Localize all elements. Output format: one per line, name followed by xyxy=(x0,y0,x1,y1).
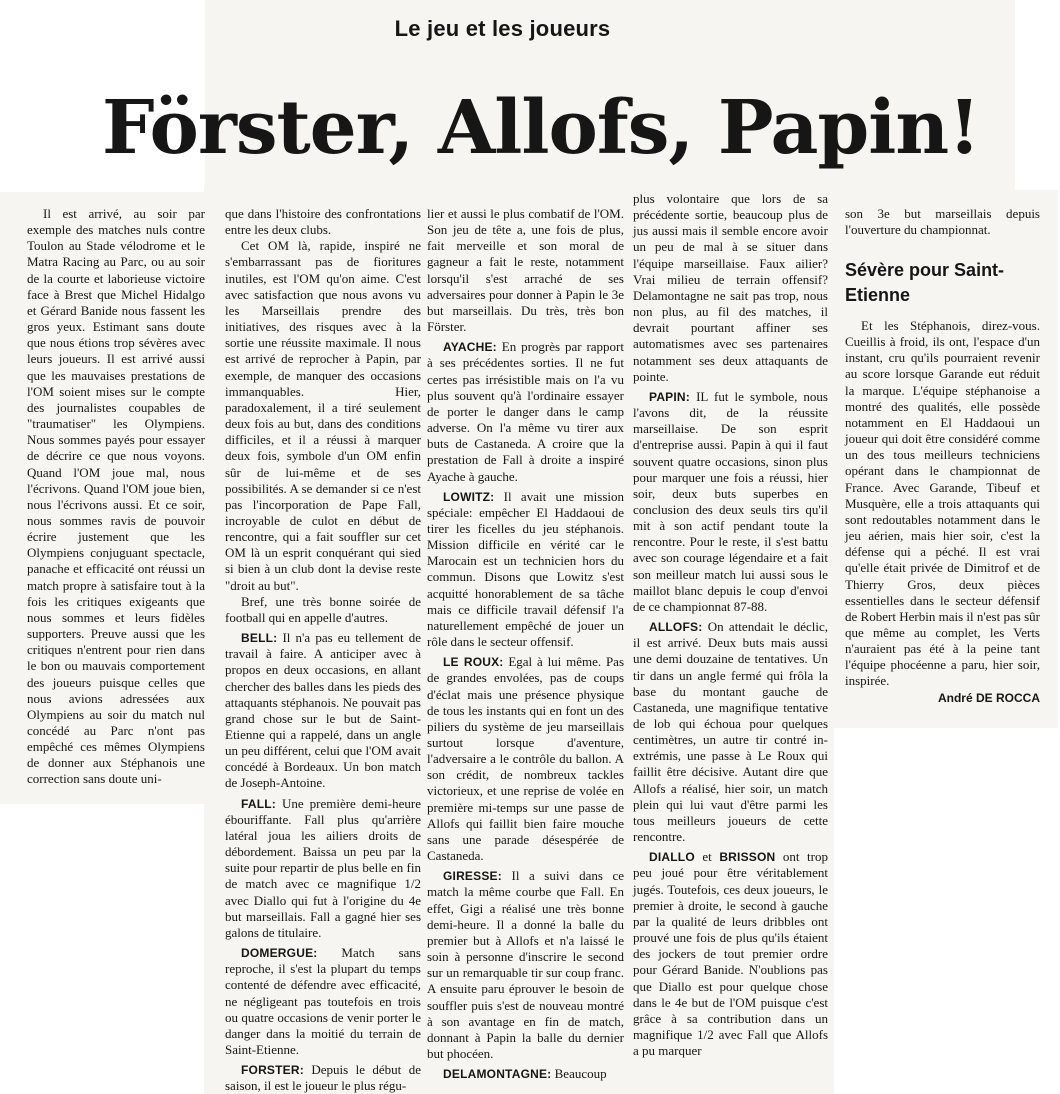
player-rating-ayache xyxy=(427,339,624,484)
paragraph: plus volontaire que lors de sa précédente sortie, beaucoup plus de jus aussi mais il semble encore avoir un peu de mal à se situer dans l'équipe marseillaise. Faux ailier? Vrai milieu de terrain offensif? Delamontagne ne sait pas trop, nous non plus, au fil des matches, il devrait pourtant affiner ses automatismes avec ses partenaires notamment ses deux attaquants de pointe. xyxy=(633,191,828,384)
player-name: LOWITZ: xyxy=(443,489,495,504)
player-comment: IL fut le symbole, nous l'avons dit, de la réussite marseillaise. De son esprit d'entreprise aussi. Papin à qui il faut souvent quatre occasions, sinon plus pour marquer une fois a réussi, hier soir, deux buts superbes en conclusion des deux seuls tirs qu'il mit à son actif pendant toute la rencontre. Pour le reste, il s'est battu avec son courage légendaire et a fait son meilleur match lui aussi sous le maillot blanc depuis le coup d'envoi de ce championnat 87-88. xyxy=(633,388,828,614)
paragraph: lier et aussi le plus combatif de l'OM. Son jeu de tête a, une fois de plus, fait merveille et son moral de gagneur a fait le reste, notamment lorsqu'il s'est arraché de ses adversaires pour donner à Papin le 3e but marseillais. Du très, très bon Förster. xyxy=(427,206,624,335)
player-comment: Depuis le début de saison, il est le joueur le plus régu- xyxy=(225,1062,421,1094)
conjunction: et xyxy=(694,849,720,865)
player-name: FORSTER: xyxy=(241,1063,304,1078)
player-comment: ont trop peu joué pour être véritablement jugés. Toutefois, ces deux joueurs, le premier à droite, le second à gauche par la qualité de leurs dribbles ont prouvé une fois de plus qu'ils étaient des jockers de tout premier ordre pour Gérard Banide. N'oublions pas que Diallo est pour quelque chose dans le 4e but de l'OM puisque c'est grâce à sa contribution dans un magnifique 1/2 avec Fall que Allofs a pu marquer xyxy=(633,849,828,1059)
player-comment: En progrès par rapport à ses précédentes sorties. Il ne fut certes pas irrésistible mais on l'a vu plus souvent qu'à l'ordinaire essayer de porter le danger dans le camp adverse. On l'a même vu tirer aux buts de Castaneda. A croire que la prestation de Fall à droite a inspiré Ayache à gauche. xyxy=(427,339,624,484)
player-name: DELAMONTAGNE: xyxy=(443,1067,552,1082)
player-rating-forster xyxy=(225,1062,421,1094)
section-subheading: Sévère pour Saint-Etienne xyxy=(845,260,1005,305)
paragraph: Bref, une très bonne soirée de football qui en appelle d'autres. xyxy=(225,593,421,625)
article-column-5-continued xyxy=(845,318,1040,706)
player-comment: Beaucoup xyxy=(551,1066,607,1082)
player-rating-delamontagne xyxy=(427,1066,624,1082)
article-column-1 xyxy=(27,206,205,788)
player-comment: Egal à lui même. Pas de grandes envolées, pas de coups d'éclat mais une présence physique de tous les instants qui en font un des piliers du système de jeu marseillais surtout lorsque d'aventure, l'adversaire a le contrôle du ballon. A son crédit, de nombreux tackles victorieux, et une reprise de volée en première mi-temps sur une passe de Allofs qui faillit bien faire mouche sans une parade désespérée de Castaneda. xyxy=(427,654,625,864)
player-comment: On attendait le déclic, il est arrivé. Deux buts mais aussi une demi douzaine de tentatives. Un tir dans un angle fermé qui frôla la base du montant gauche de Castaneda, une magnifique tentative de lob qui échoua pour quelques centimètres, un autre tir contré in-extrémis, une passe à Le Roux qui faillit être décisive. Autant dire que Allofs a réalisé, hier soir, un match plein qui lui vaut d'être parmi les tous meilleurs joueurs de cette rencontre. xyxy=(633,619,828,845)
paragraph: Cet OM là, rapide, inspiré ne s'embarrassant pas de fioritures inutiles, est l'OM qu'on aime. C'est avec satisfaction que nous avons vu les Marseillais prendre des initiatives, des risques avec à la sortie une réussite maximale. Il nous est arrivé de reprocher à Papin, par exemple, de manquer des occasions immanquables. Hier, paradoxalement, il a tiré seulement deux fois au but, dans des conditions difficiles, et il a réussi à marquer deux fois, symbole d'un OM enfin sûr de lui-même et de ses possibilités. A se demander si ce n'est pas l'incorporation de Pape Fall, incroyable de culot en début de rencontre, qui a fait souffler sur cet OM là un esprit conquérant qui sied si bien à un club dont la devise reste "droit au but". xyxy=(225,238,421,593)
player-comment: Match sans reproche, il s'est la plupart du temps contenté de défendre avec efficacité, ne négligeant pas toutefois en trois ou quatre occasions de venir porter le danger dans la moitié du terrain de Saint-Etienne. xyxy=(225,945,421,1057)
player-name: DIALLO xyxy=(649,850,695,865)
player-rating-leroux xyxy=(427,654,624,864)
player-name: FALL: xyxy=(241,796,276,811)
player-name: ALLOFS: xyxy=(649,620,703,635)
player-name: LE ROUX: xyxy=(443,655,504,670)
player-comment: Il a suivi dans ce match la même courbe que Fall. En effet, Gigi a réalisé une très bonne demi-heure. Il a donné la balle du premier but à Allofs et n'a laissé le soin à personne d'inscrire le second sur un remarquable tir sur coup franc. A ensuite paru éprouver le besoin de souffler puis s'est de nouveau montré à son avantage en fin de match, donnant à Papin la balle du dernier but phocéen. xyxy=(427,868,624,1061)
player-comment: Une première demi-heure ébouriffante. Fall plus qu'arrière latéral joua les ailiers droits de débordement. Baissa un peu par la suite pour repartir de plus belle en fin de match avec ce magnifique 1/2 avec Diallo qui fut à l'origine du 4e but marseillais. Fall a gagné hier ses galons de titulaire. xyxy=(225,795,421,940)
article-column-5 xyxy=(845,206,1040,238)
player-rating-lowitz xyxy=(427,489,624,651)
author-signature: André DE ROCCA xyxy=(937,690,1040,705)
player-name: DOMERGUE: xyxy=(241,946,318,961)
player-rating-domergue xyxy=(225,945,421,1058)
player-name: AYACHE: xyxy=(443,340,497,355)
article-column-3 xyxy=(427,206,624,1082)
player-name: BRISSON xyxy=(719,850,776,865)
article-headline: Förster, Allofs, Papin! xyxy=(102,85,980,171)
player-comment: Il n'a pas eu tellement de travail à faire. A anticiper avec à propos en deux occasions, en allant chercher des balles dans les pieds des attaquants stéphanois. Ne pouvait pas grand chose sur le but de Saint-Etienne qui a rappelé, dans un angle un peu différent, celui que l'OM avait concédé à Bordeaux. Un bon match de Joseph-Antoine. xyxy=(225,630,421,791)
article-column-4 xyxy=(633,191,828,1059)
player-rating-bell xyxy=(225,630,421,792)
player-name: PAPIN: xyxy=(649,389,690,404)
player-rating-diallo-brisson xyxy=(633,849,828,1059)
player-comment: Il avait une mission spéciale: empêcher El Haddaoui de tirer les ficelles du jeu stéphanois. Mission difficile en vérité car le Marocain est un technicien hors du commun. Disons que Lowitz s'est acquitté honorablement de sa tâche mais ce difficile travail défensif l'a naturellement empêché de jouer un rôle dans le secteur offensif. xyxy=(427,488,624,650)
player-name: GIRESSE: xyxy=(443,869,502,884)
player-rating-giresse xyxy=(427,868,624,1062)
player-rating-papin xyxy=(633,389,828,615)
player-rating-allofs xyxy=(633,619,828,845)
paragraph: que dans l'histoire des confrontations entre les deux clubs. xyxy=(225,206,421,238)
paragraph: son 3e but marseillais depuis l'ouverture du championnat. xyxy=(845,206,1040,238)
player-name: BELL: xyxy=(241,631,278,646)
intro-paragraph: Il est arrivé, au soir par exemple des matches nuls contre Toulon au Stade vélodrome et le Matra Racing au Parc, ou au soir de la courte et laborieuse victoire face à Brest que Michel Hidalgo et Gérard Banide nous fassent les gros yeux. Estimant sans doute que nous étions trop sévères avec leurs joueurs. Il est arrivé aussi que les mauvaises prestations de l'OM soient mises sur le compte des journalistes coupables de "traumatiser" les Olympiens. Nous sommes payés pour essayer de décrire ce que nous voyons. Quand l'OM joue mal, nous l'écrivons. Quand l'OM joue bien, nous l'écrivons aussi. Et ce soir, nous sommes ravis de pouvoir écrire justement que les Olympiens conjuguant spectacle, panache et efficacité ont réussi un match propre à satisfaire tout à la fois les critiques exigeants que nous sommes et leurs fidèles supporters. Preuve aussi que les critiques n'entrent pour rien dans le bon ou mauvais comportement des joueurs puisque celles que nous avions adressées aux Olympiens au soir du match nul concédé au Parc n'ont pas empêché ces mêmes Olympiens de donner aux Stéphanois une correction sans doute uni- xyxy=(27,206,205,787)
article-column-2 xyxy=(225,206,421,1094)
player-rating-fall xyxy=(225,796,421,941)
paragraph: Et les Stéphanois, direz-vous. Cueillis à froid, ils ont, l'espace d'un instant, cru qu'ils pourraient revenir au score lorsque Garande eut réduit la marque. L'équipe stéphanoise a montré des qualités, elle possède notamment en El Haddaoui un joueur qui doit être considéré comme un des tous meilleurs techniciens opérant dans le championnat de France. Avec Garande, Tibeuf et Musquère, elle a trois attaquants qui sont redoutables notamment dans le jeu aérien, mais hier soir, c'est la défense qui a péché. Il est vrai qu'elle était privée de Dimitrof et de Thierry Gros, deux pièces essentielles dans le secteur défensif de Robert Herbin mais il n'est pas sûr que même au complet, les Verts n'auraient pas été à la peine tant l'équipe phocéenne a paru, hier soir, inspirée. xyxy=(845,318,1040,689)
section-kicker: Le jeu et les joueurs xyxy=(394,16,611,41)
